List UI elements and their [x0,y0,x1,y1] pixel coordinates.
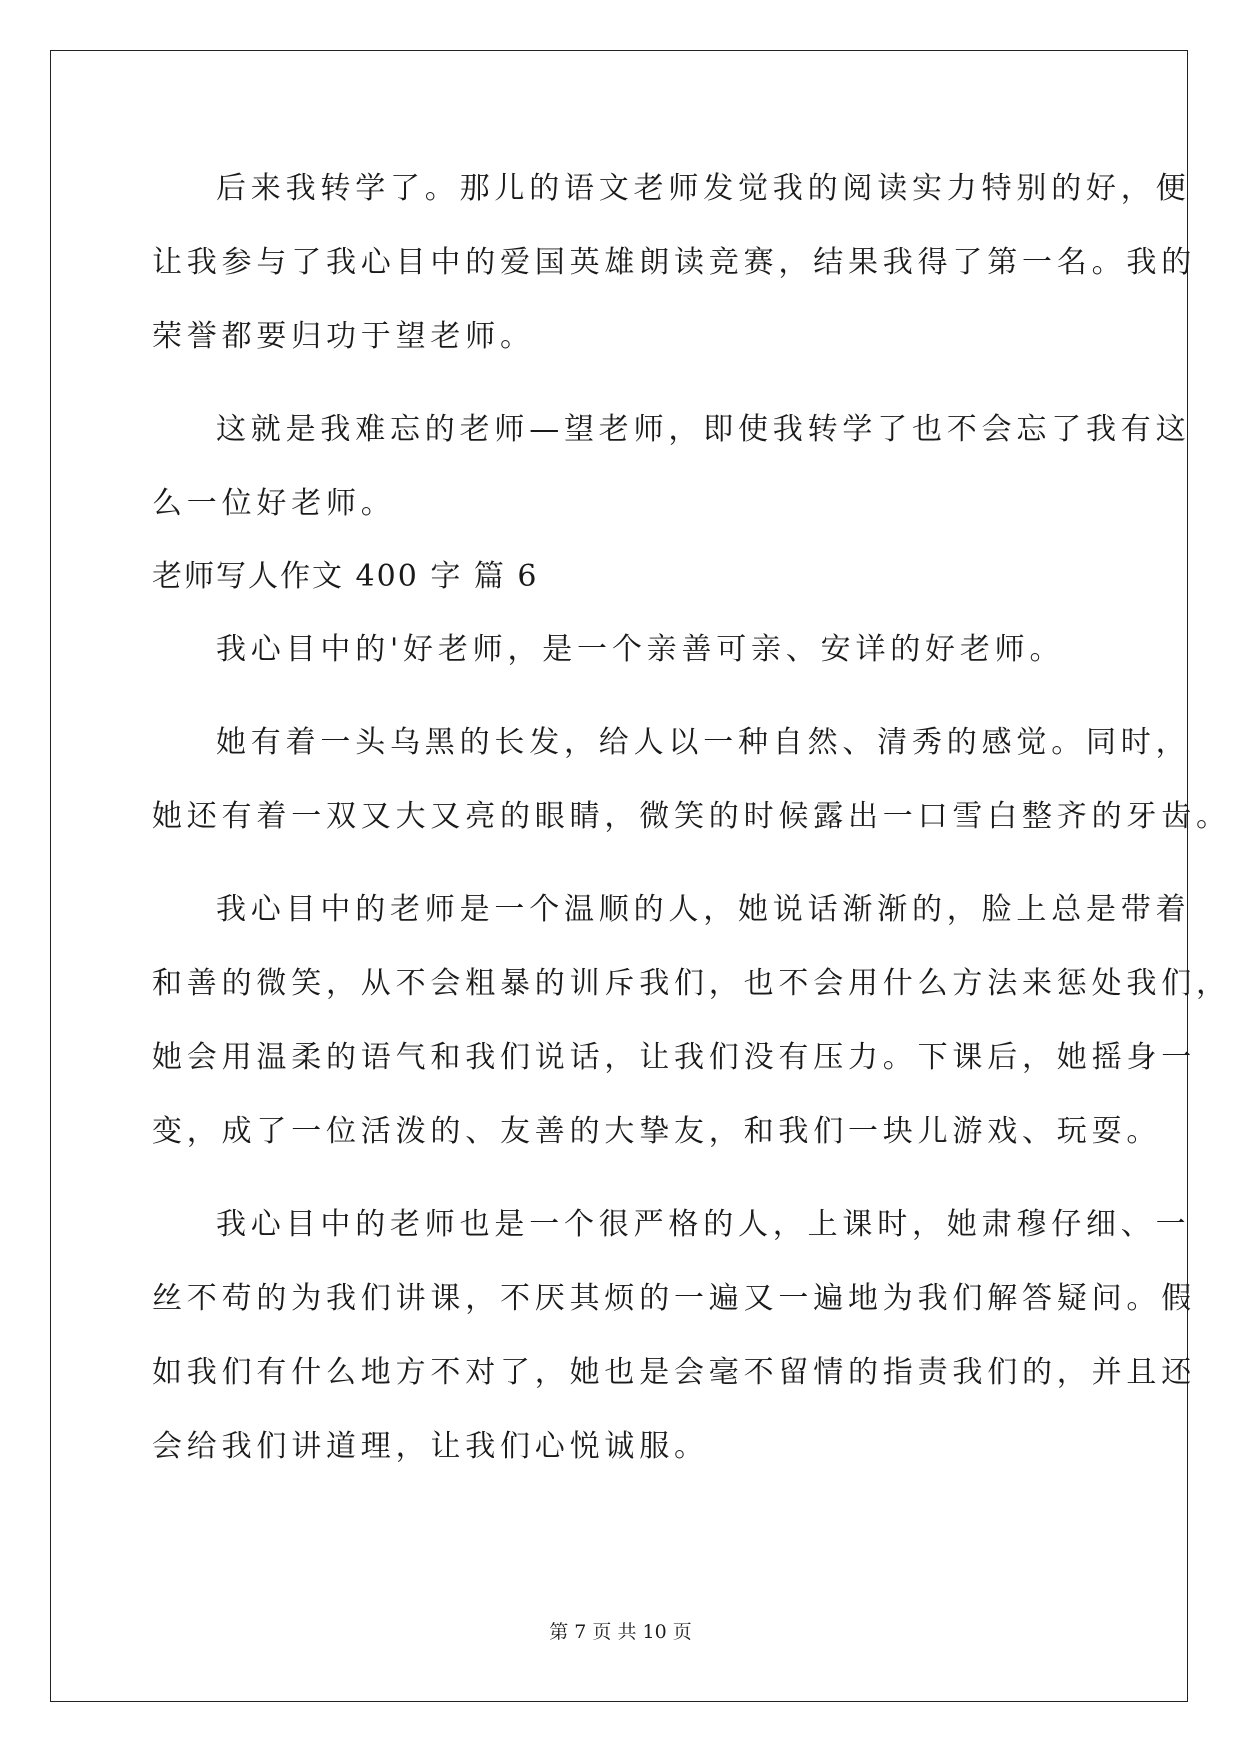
paragraph-line: 我心目中的老师也是一个很严格的人，上课时，她肃穆仔细、一 [216,1207,1191,1242]
paragraph-line: 变，成了一位活泼的、友善的大挚友，和我们一块儿游戏、玩耍。 [152,1114,1162,1149]
paragraph-line: 让我参与了我心目中的爱国英雄朗读竞赛，结果我得了第一名。我的 [152,245,1196,280]
paragraph-line: 么一位好老师。 [152,486,396,521]
section-heading: 老师写人作文 400 字 篇 6 [152,559,539,594]
paragraph-line: 丝不苟的为我们讲课，不厌其烦的一遍又一遍地为我们解答疑问。假 [152,1281,1196,1316]
paragraph-line: 这就是我难忘的老师—望老师，即使我转学了也不会忘了我有这 [216,412,1191,447]
page-number-footer: 第 7 页 共 10 页 [549,1621,692,1643]
paragraph-line: 她有着一头乌黑的长发，给人以一种自然、清秀的感觉。同时， [216,725,1191,760]
paragraph-line: 她会用温柔的语气和我们说话，让我们没有压力。下课后，她摇身一 [152,1040,1196,1075]
paragraph-line: 我心目中的'好老师，是一个亲善可亲、安详的好老师。 [216,632,1065,667]
paragraph-line: 如我们有什么地方不对了，她也是会毫不留情的指责我们的，并且还 [152,1355,1196,1390]
paragraph-line: 她还有着一双又大又亮的眼睛，微笑的时候露出一口雪白整齐的牙齿。 [152,799,1231,834]
paragraph-line: 我心目中的老师是一个温顺的人，她说话渐渐的，脸上总是带着 [216,892,1191,927]
paragraph-line: 和善的微笑，从不会粗暴的训斥我们，也不会用什么方法来惩处我们， [152,966,1231,1001]
paragraph-line: 会给我们讲道理，让我们心悦诚服。 [152,1429,709,1464]
paragraph-line: 荣誉都要归功于望老师。 [152,319,535,354]
paragraph-line: 后来我转学了。那儿的语文老师发觉我的阅读实力特别的好，便 [216,171,1191,206]
